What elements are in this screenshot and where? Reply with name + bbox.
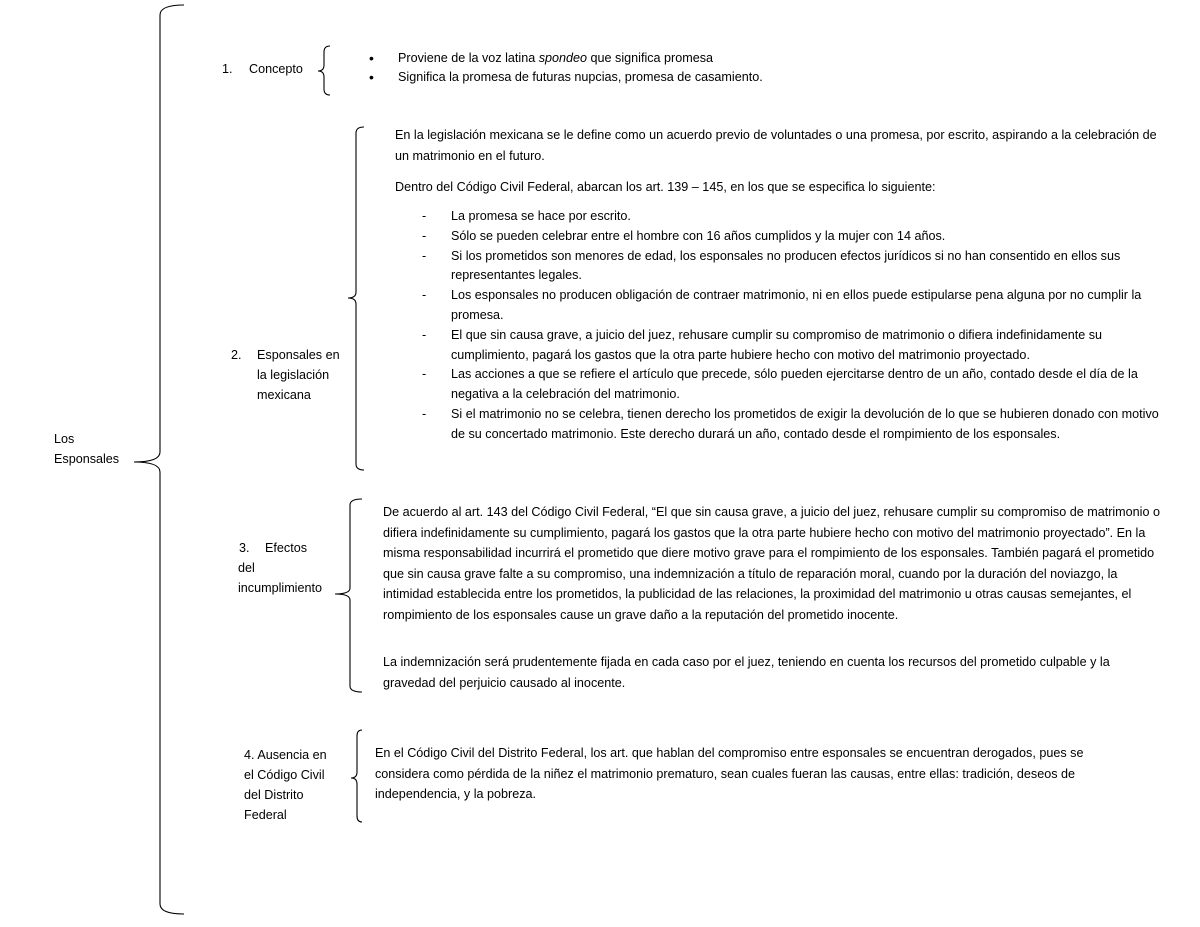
ausencia-paragraph: En el Código Civil del Distrito Federal, los art. que hablan del compromiso entre esponsales se encuentran derogados, pues se considera como pérdida de la niñez el matrimonio prematuro, sean cuales fueran las causas, entre ellas: tradición, deseos de independencia, y la pobreza.: [375, 746, 1084, 801]
branch-4-title: 4. Ausencia en el Código Civil del Distrito Federal: [244, 748, 327, 822]
branch-3-number: 3.: [239, 541, 250, 555]
branch-2-title: Esponsales en la legislación mexicana: [257, 348, 340, 402]
list-item: - La promesa se hace por escrito.: [422, 207, 1164, 227]
branch-3-title: Efectos del incumplimiento: [238, 541, 322, 595]
legislacion-intro: En la legislación mexicana se le define como un acuerdo previo de voluntades o una promesa, por escrito, aspirando a la celebración de un matrimonio en el futuro.: [395, 128, 1157, 163]
legislacion-lead: Dentro del Código Civil Federal, abarcan los art. 139 – 145, en los que se especifica lo siguiente:: [395, 180, 936, 194]
branch-1-title: Concepto: [249, 62, 303, 76]
efectos-paragraph-2: La indemnización será prudentemente fijada en cada caso por el juez, teniendo en cuenta los recursos del prometido culpable y la gravedad del perjuicio causado al inocente.: [383, 655, 1110, 690]
efectos-paragraph-1: De acuerdo al art. 143 del Código Civil Federal, “El que sin causa grave, a juicio del juez, rehusare cumplir su compromiso de matrimonio o difiera indefinidamente su cumplimiento, pagará los gastos que la otra parte hubiere hecho con motivo del matrimonio proyectado”. En la misma responsabilidad incurrirá el prometido que diere motivo grave para el rompimiento de los esponsales. También pagará el prometido que sin causa grave falte a su compromiso, una indemnización a título de reparación moral, cuando por la duración del noviazgo, la intimidad establecida entre los prometidos, la publicidad de las relaciones, la proximidad del matrimonio u otras causas semejantes, el rompimiento de los esponsales cause un grave daño a la reputación del prometido inocente.: [383, 505, 1160, 622]
main-bracket: [134, 5, 184, 914]
concepto-bullets: [369, 49, 1169, 86]
bracket-ausencia: [351, 730, 362, 822]
list-item: - Los esponsales no producen obligación de contraer matrimonio, ni en ellos puede estipularse pena alguna por no cumplir la promesa.: [422, 286, 1164, 326]
list-item: - Sólo se pueden celebrar entre el hombre con 16 años cumplidos y la mujer con 14 años.: [422, 227, 1164, 247]
bracket-efectos: [335, 499, 362, 692]
branch-2-number: 2.: [231, 348, 242, 362]
root-label: Los Esponsales: [54, 432, 120, 466]
concepto-bullet: • Significa la promesa de futuras nupcias, promesa de casamiento.: [369, 68, 1169, 87]
list-item: - Las acciones a que se refiere el artículo que precede, sólo pueden ejercitarse dentro de un año, contado desde el día de la negativa a la celebración del matrimonio.: [422, 365, 1164, 405]
list-item: - Si el matrimonio no se celebra, tienen derecho los prometidos de exigir la devolución de lo que se hubieren donado con motivo de su concertado matrimonio. Este derecho durará un año, contado desde el rompimiento de los esponsales.: [422, 405, 1164, 445]
legislacion-items: [422, 207, 1164, 445]
bracket-legislacion: [348, 127, 364, 470]
bracket-concepto: [318, 46, 330, 95]
list-item: - Si los prometidos son menores de edad, los esponsales no producen efectos jurídicos si no han consentido en ellos sus representantes legales.: [422, 247, 1164, 287]
list-item: - El que sin causa grave, a juicio del juez, rehusare cumplir su compromiso de matrimonio o difiera indefinidamente su cumplimiento, pagará los gastos que la otra parte hubiere hecho con motivo del matrimonio proyectado.: [422, 326, 1164, 366]
branch-1-number: 1.: [222, 62, 233, 76]
concepto-bullet: • Proviene de la voz latina spondeo que significa promesa: [369, 49, 1169, 68]
branch-4-number: 4.: [244, 748, 255, 762]
